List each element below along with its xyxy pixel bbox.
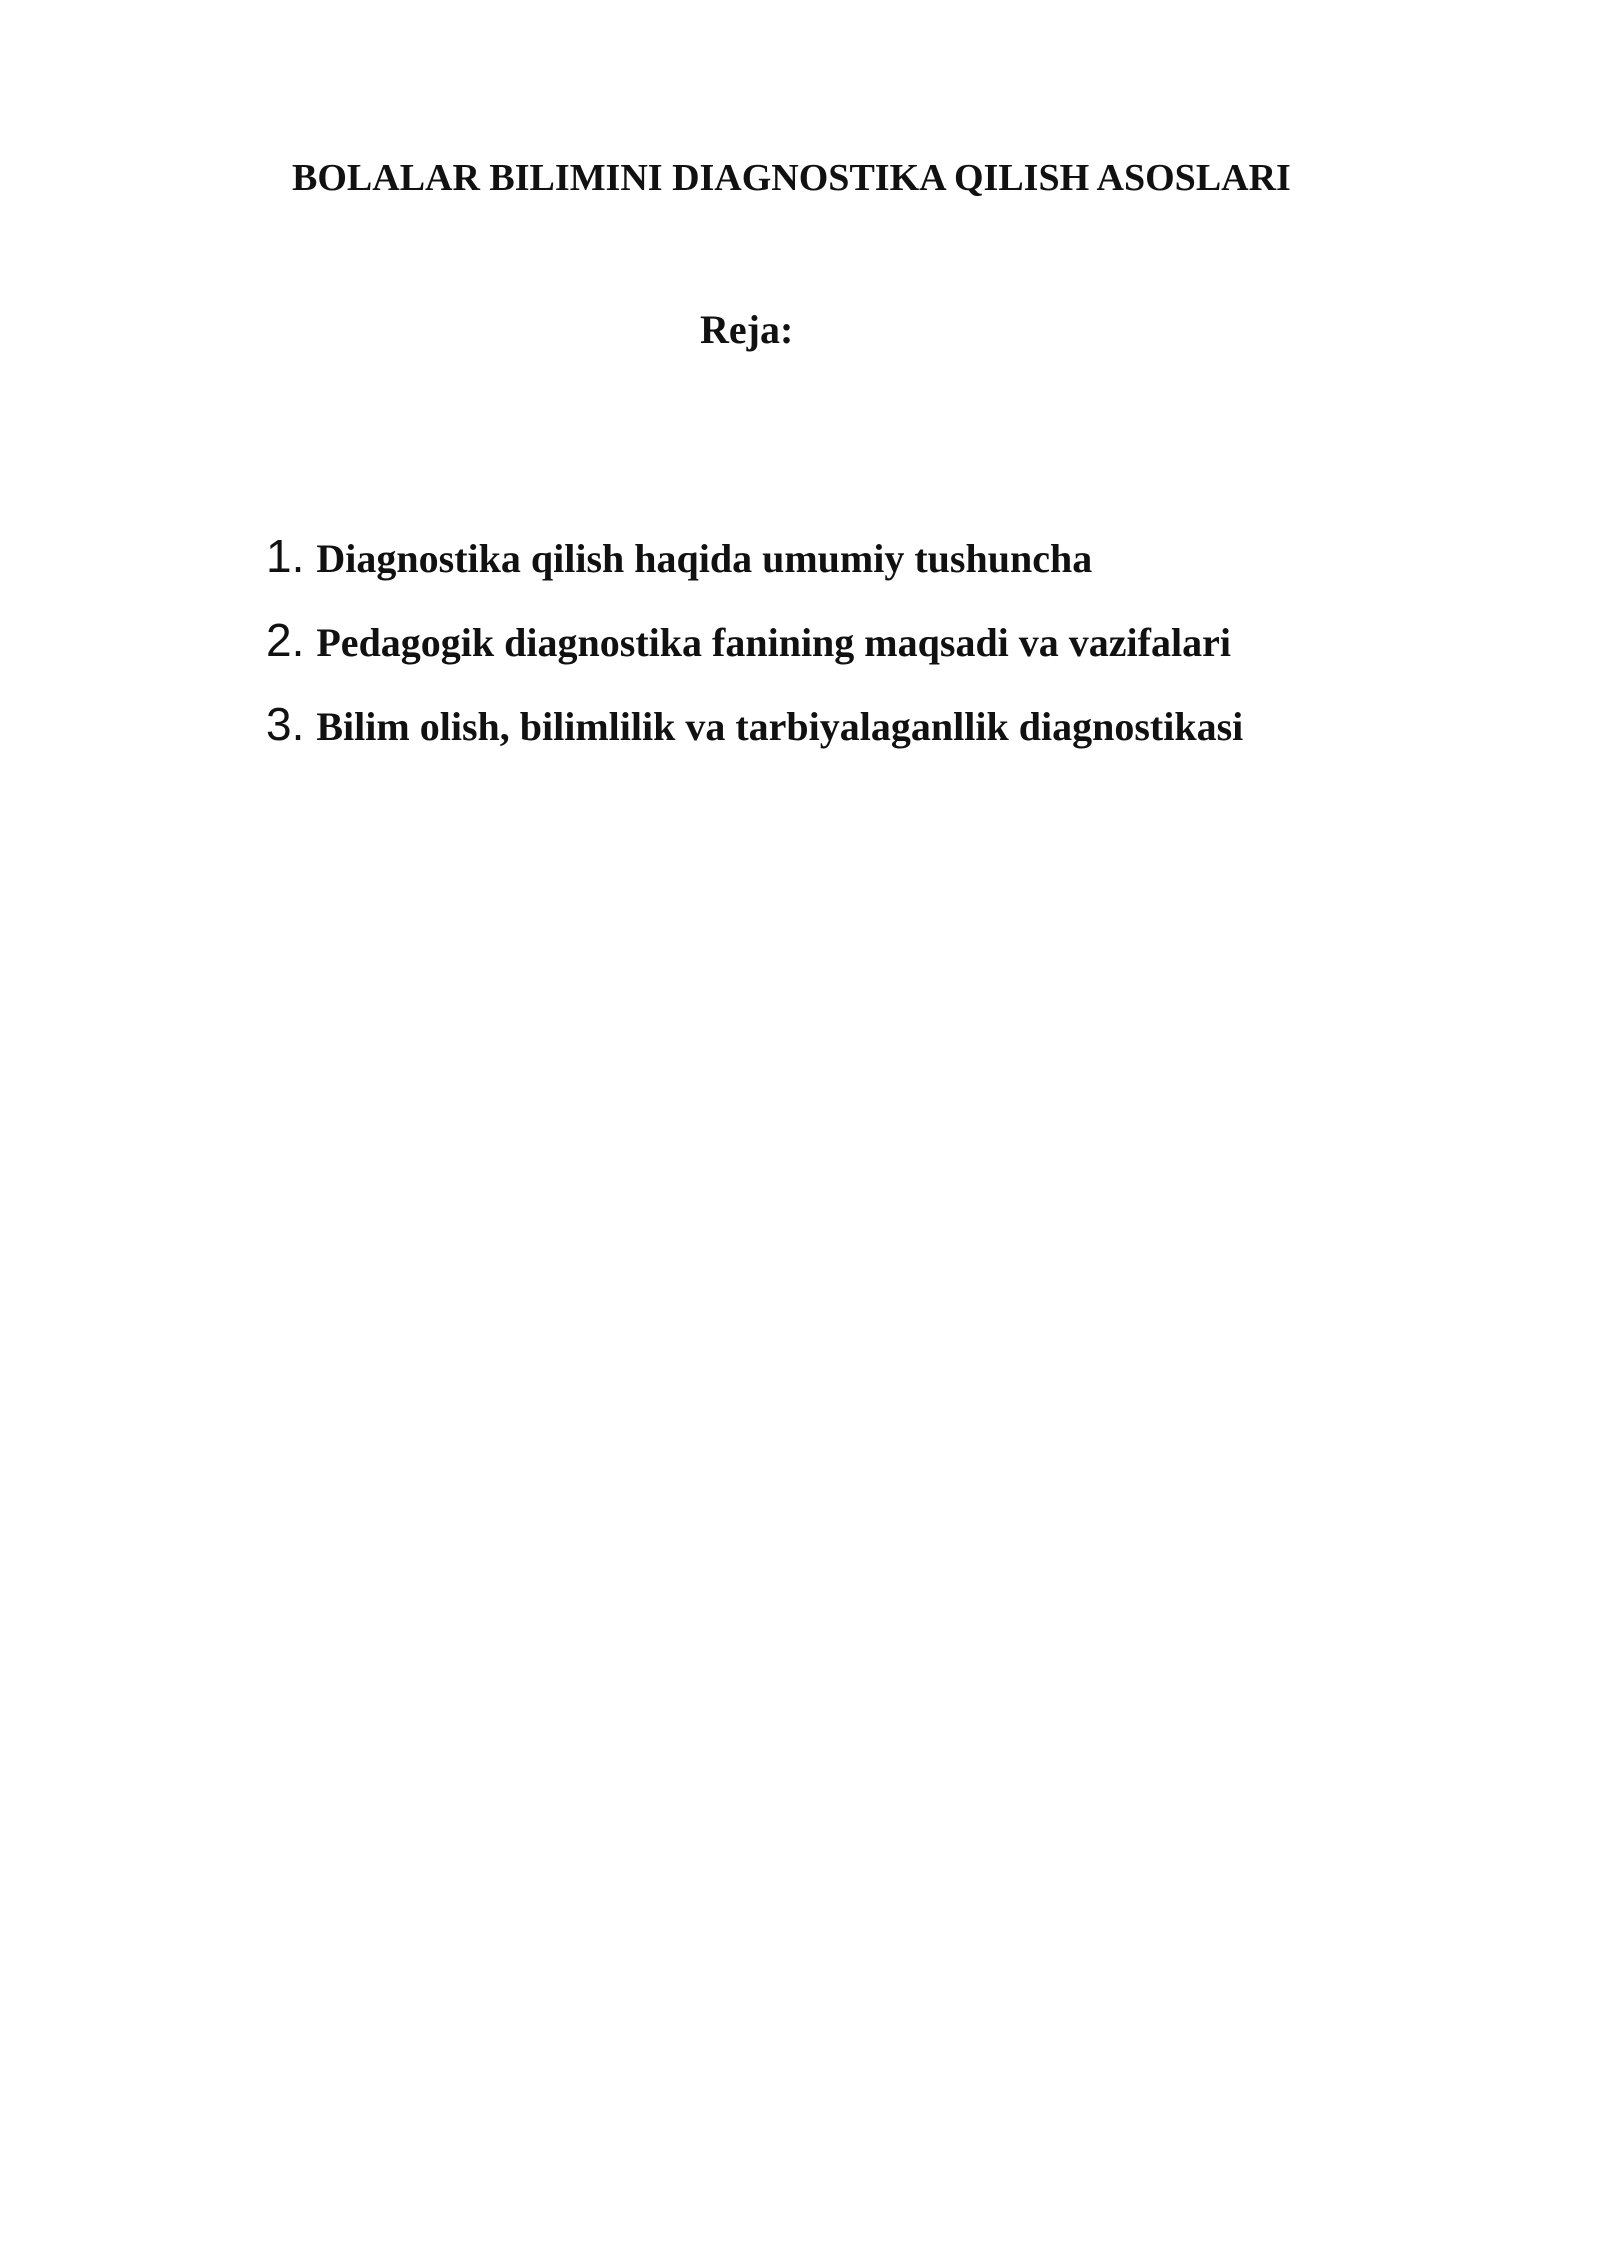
plan-item-text: Diagnostika qilish haqida umumiy tushuncha <box>316 536 1093 581</box>
plan-item-number: 1. <box>266 530 305 582</box>
plan-item-text: Pedagogik diagnostika fanining maqsadi va vazifalari <box>316 620 1231 665</box>
plan-item <box>266 610 1466 694</box>
plan-item <box>266 694 1466 778</box>
plan-item <box>266 526 1466 610</box>
document-title: BOLALAR BILIMINI DIAGNOSTIKA QILISH ASOSLARI <box>292 157 1291 199</box>
plan-list <box>266 526 1466 778</box>
plan-heading: Reja: <box>700 307 794 352</box>
plan-item-number: 3. <box>266 698 305 750</box>
plan-item-text: Bilim olish, bilimlilik va tarbiyalaganllik diagnostikasi <box>316 704 1244 749</box>
plan-item-number: 2. <box>266 614 305 666</box>
